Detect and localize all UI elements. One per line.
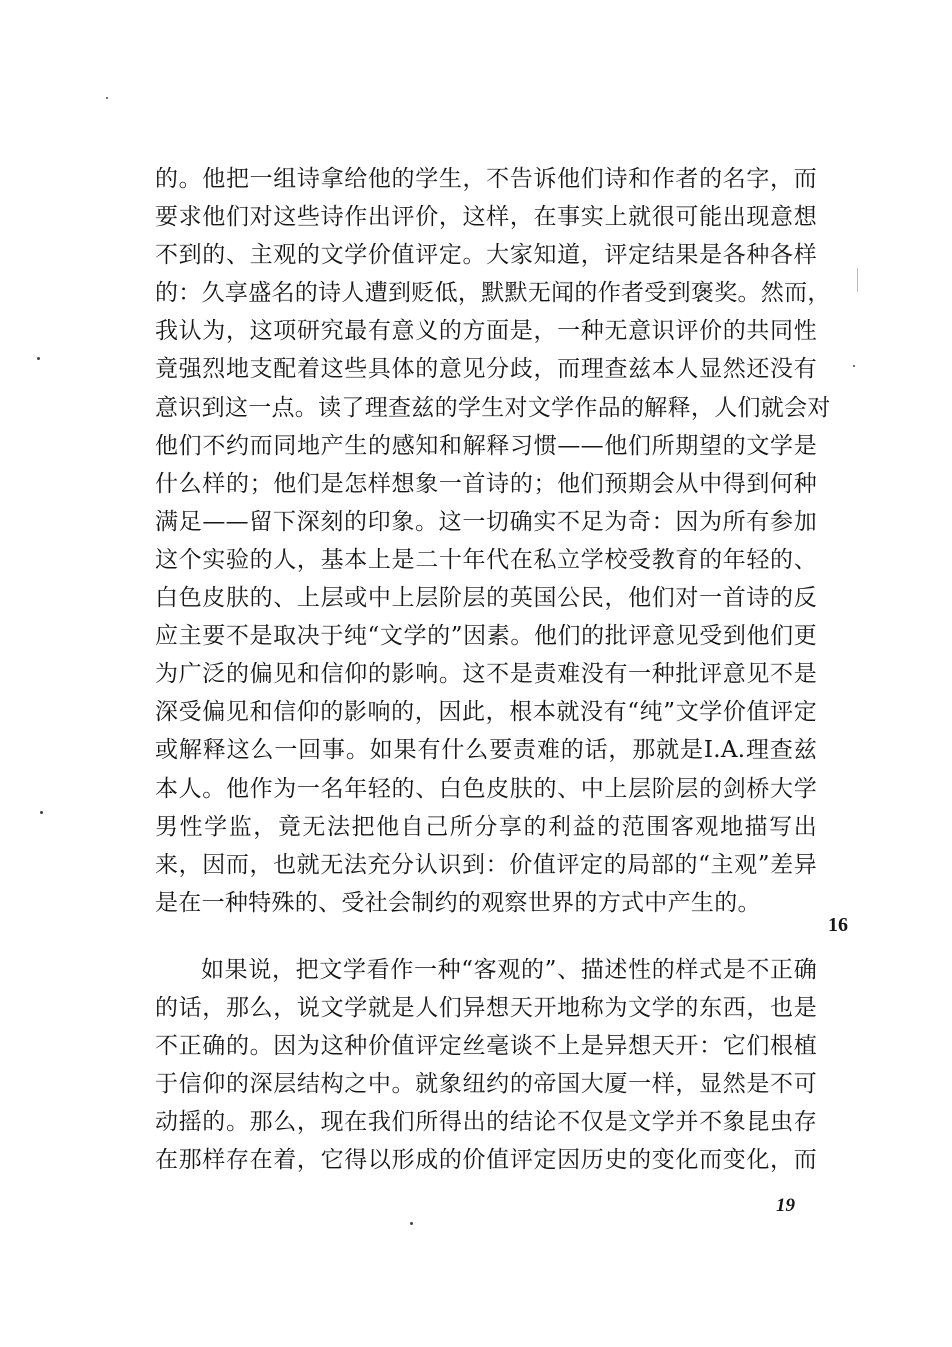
text-line: 竟强烈地支配着这些具体的意见分歧，而理查兹本人显然还没有 bbox=[155, 356, 817, 383]
text-line: 本人。他作为一名年轻的、白色皮肤的、中上层阶层的剑桥大学 bbox=[155, 775, 817, 802]
text-line: 什么样的；他们是怎样想象一首诗的；他们预期会从中得到何种 bbox=[155, 470, 817, 497]
text-line: 动摇的。那么，现在我们所得出的结论不仅是文学并不象昆虫存 bbox=[155, 1109, 817, 1136]
text-line: 意识到这一点。读了理查兹的学生对文学作品的解释，人们就会对 bbox=[155, 394, 831, 421]
text-line: 应主要不是取决于纯“文学的”因素。他们的批评意见受到他们更 bbox=[155, 623, 817, 650]
text-line: 的话，那么，说文学就是人们异想天开地称为文学的东西，也是 bbox=[155, 995, 817, 1022]
text-line: 来，因而，也就无法充分认识到：价值评定的局部的“主观”差异 bbox=[155, 851, 817, 878]
text-line: 要求他们对这些诗作出评价，这样，在事实上就很可能出现意想 bbox=[155, 204, 817, 231]
scan-speck bbox=[37, 357, 40, 360]
text-line: 男性学监，竟无法把他自己所分享的利益的范围客观地描写出 bbox=[155, 813, 817, 840]
page-number: 19 bbox=[776, 1195, 795, 1216]
margin-page-number: 16 bbox=[828, 914, 848, 936]
text-line: 如果说，把文学看作一种“客观的”、描述性的样式是不正确 bbox=[201, 957, 817, 983]
scan-speck bbox=[853, 365, 855, 367]
text-line: 深受偏见和信仰的影响的，因此，根本就没有“纯”文学价值评定 bbox=[155, 699, 817, 726]
text-line: 于信仰的深层结构之中。就象纽约的帝国大厦一样，显然是不可 bbox=[155, 1071, 817, 1098]
text-line: 这个实验的人，基本上是二十年代在私立学校受教育的年轻的、 bbox=[155, 546, 817, 573]
text-line: 的。他把一组诗拿给他的学生，不告诉他们诗和作者的名字，而 bbox=[155, 166, 817, 192]
text-line: 他们不约而同地产生的感知和解释习惯——他们所期望的文学是 bbox=[155, 432, 817, 459]
paragraph-1 bbox=[155, 160, 831, 922]
scan-speck bbox=[857, 268, 858, 292]
text-line: 不正确的。因为这种价值评定丝毫谈不上是异想天开：它们根植 bbox=[155, 1033, 817, 1060]
scan-speck bbox=[40, 811, 43, 814]
paragraph-2 bbox=[155, 951, 817, 1180]
text-line: 白色皮肤的、上层或中上层阶层的英国公民，他们对一首诗的反 bbox=[155, 585, 817, 612]
text-line: 在那样存在着，它得以形成的价值评定因历史的变化而变化，而 bbox=[155, 1147, 817, 1174]
text-line: 满足——留下深刻的印象。这一切确实不足为奇：因为所有参加 bbox=[155, 508, 817, 535]
text-line: 是在一种特殊的、受社会制约的观察世界的方式中产生的。 bbox=[155, 889, 761, 916]
text-line: 的：久享盛名的诗人遭到贬低，默默无闻的作者受到褒奖。然而， bbox=[155, 280, 831, 307]
text-line: 我认为，这项研究最有意义的方面是，一种无意识评价的共同性 bbox=[155, 318, 817, 345]
text-line: 或解释这么一回事。如果有什么要责难的话，那就是I.A.理查兹 bbox=[155, 737, 817, 764]
text-line: 不到的、主观的文学价值评定。大家知道，评定结果是各种各样 bbox=[155, 242, 817, 269]
scan-speck bbox=[106, 97, 108, 99]
text-line: 为广泛的偏见和信仰的影响。这不是责难没有一种批评意见不是 bbox=[155, 661, 817, 688]
scan-speck bbox=[410, 1222, 413, 1225]
